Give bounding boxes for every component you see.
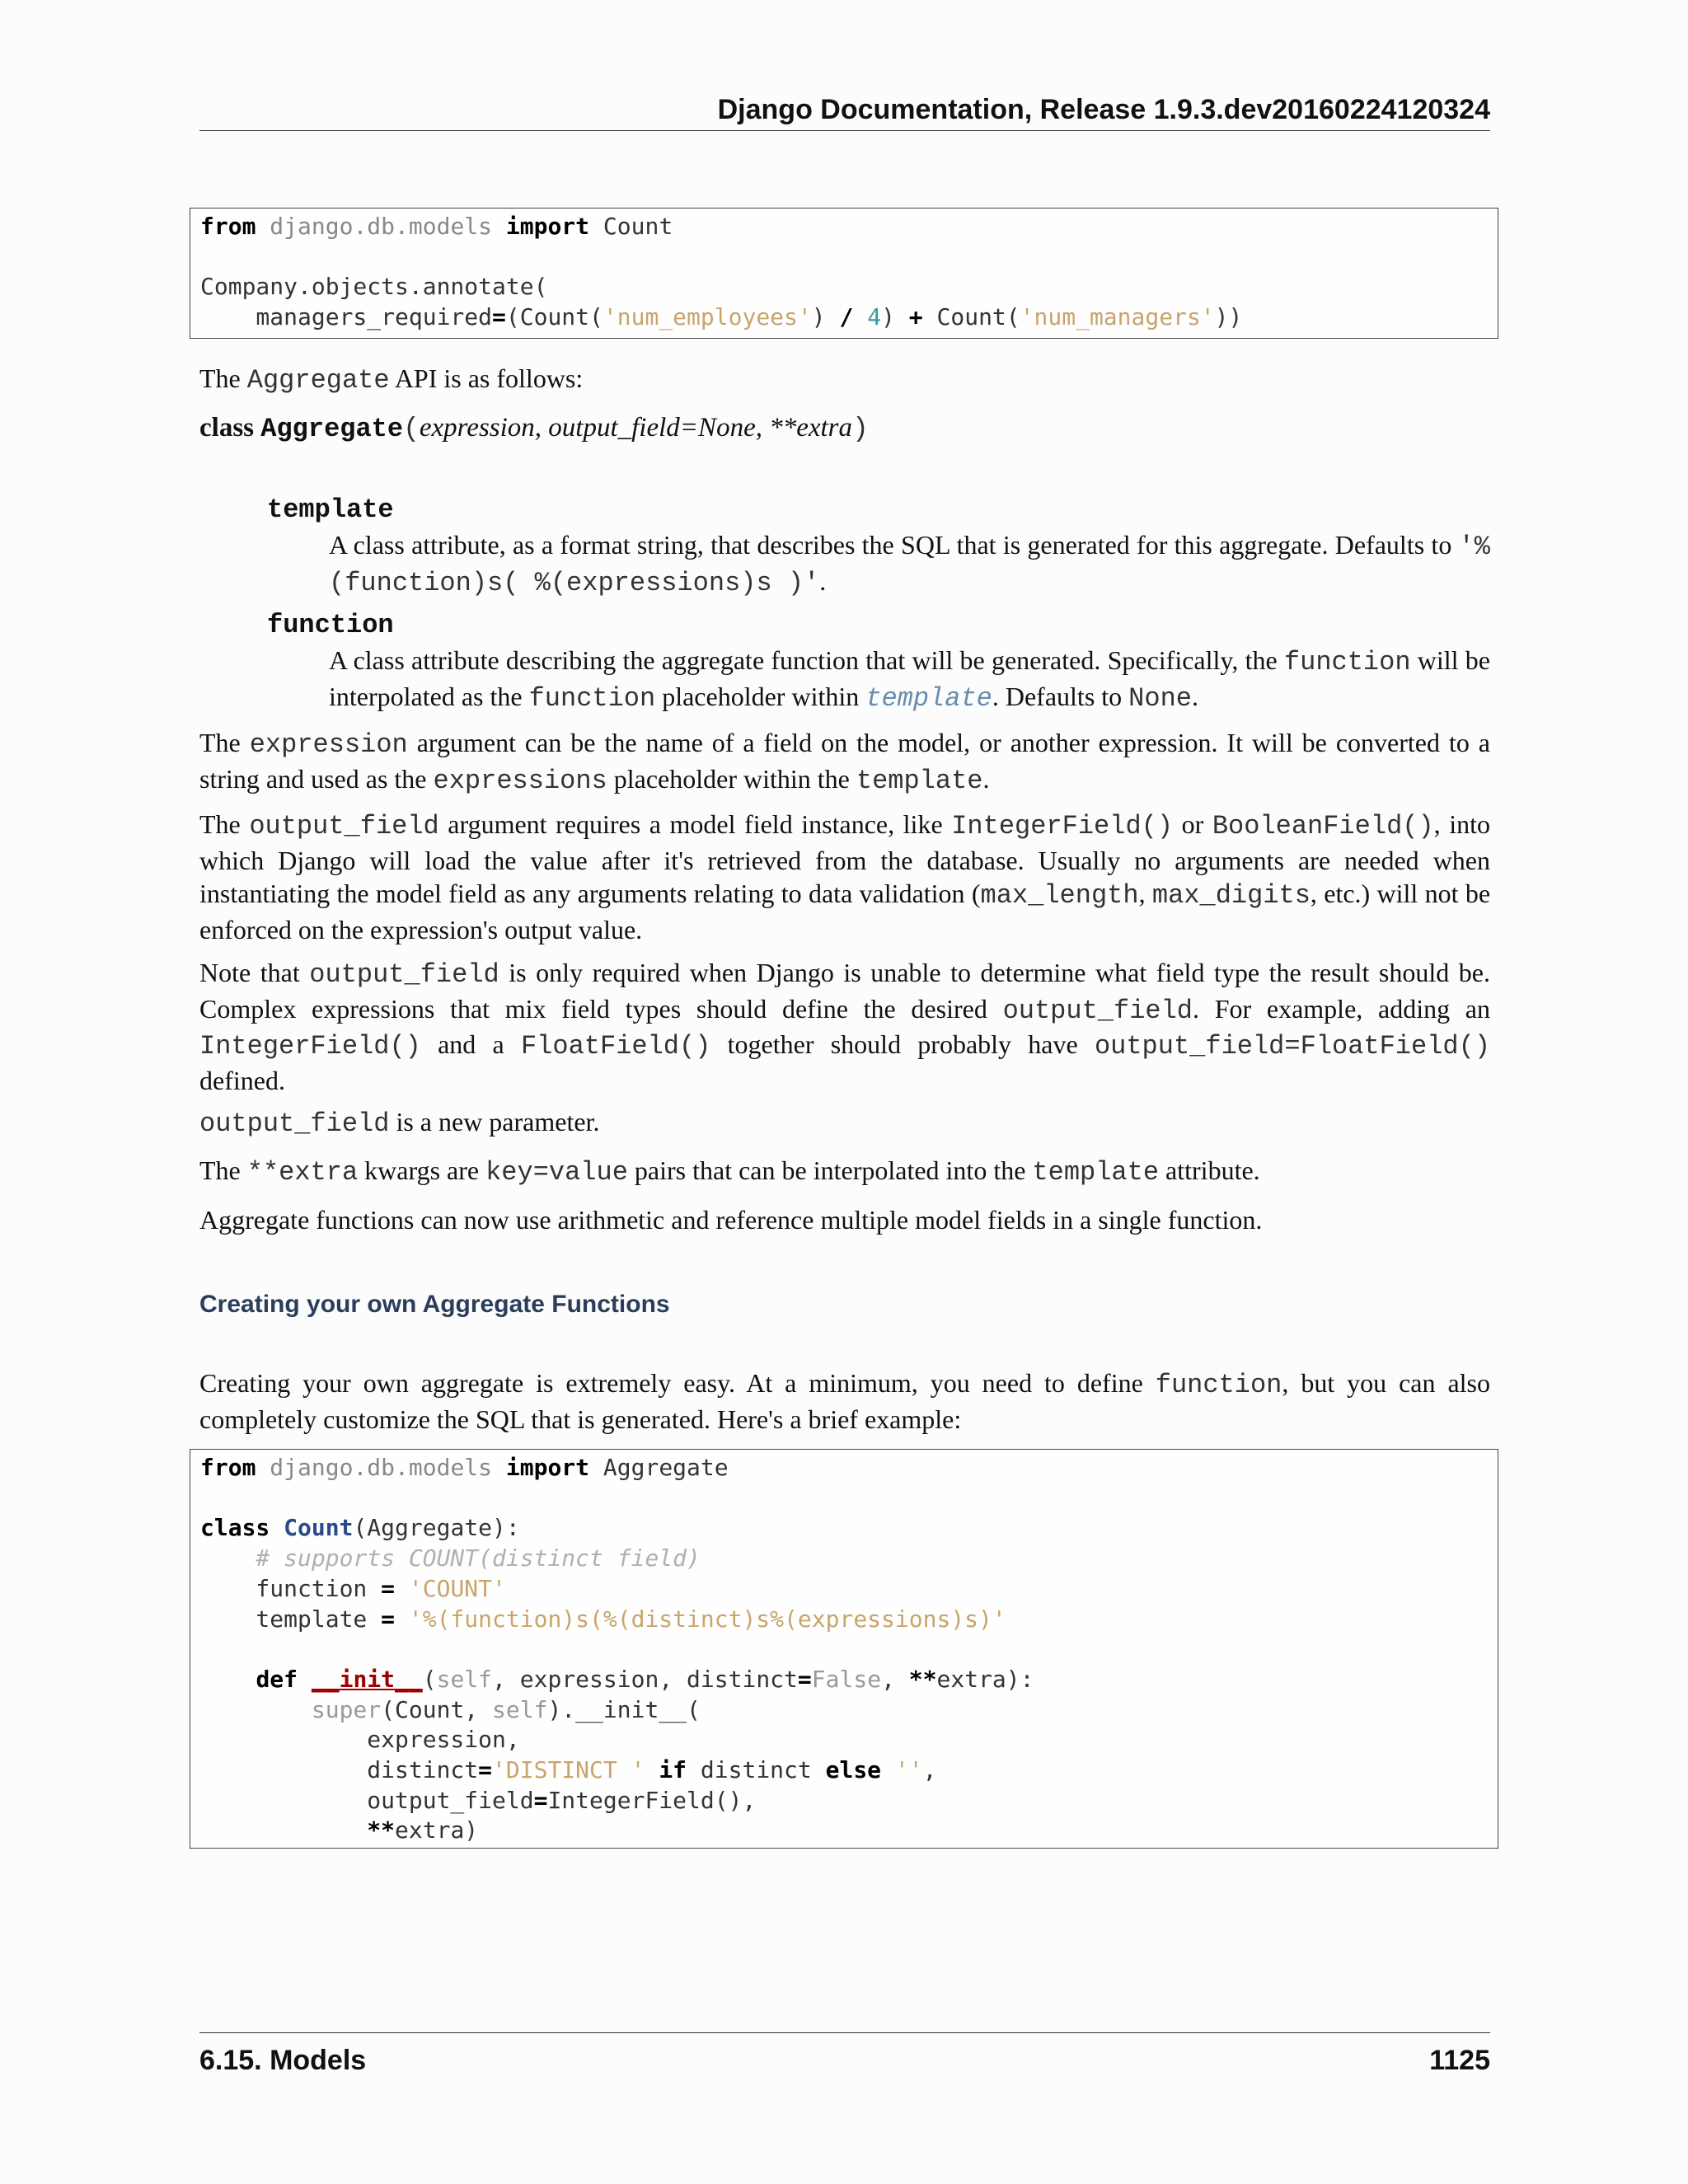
inline-code: IntegerField() [199,1031,421,1062]
code-token: 'COUNT' [408,1574,506,1602]
code-token: ( [422,1665,437,1693]
code-token: template [200,1605,382,1633]
code-token: distinct [687,1756,826,1784]
attr-template-desc [329,528,1490,600]
inline-code: Aggregate [246,365,390,396]
code-token: Count [284,1514,354,1542]
text: class [199,413,261,443]
code-token: '' [894,1756,923,1784]
code-token: django.db.models [270,213,493,240]
text: together should probably have [710,1029,1095,1059]
text: ) [852,414,869,444]
code-token: = [492,303,506,331]
code-token: = [381,1605,396,1633]
attr-template-name: template [267,494,394,525]
text: placeholder within the [607,763,856,794]
code-token [200,1666,256,1693]
code-token [881,1756,895,1783]
text: defined. [199,1065,285,1095]
code-token [395,1575,409,1602]
text: The [199,809,250,839]
text: API is as follows: [389,363,584,393]
code-block-custom-aggregate [190,1449,1498,1849]
text: , into which Django will load the value after it's retrieved from the database. Usually no arguments are needed when instantiating the model field as any arguments relating to data validation ( [199,809,1491,908]
text: . [982,763,990,794]
code-token: ) [811,303,840,331]
code-token: __init__ [311,1665,423,1693]
attr-function-name: function [267,610,394,640]
code-token: 'num_managers' [1020,303,1215,331]
code-token: class [200,1514,270,1542]
paragraph-output-field [199,808,1490,946]
inline-code: None [1128,682,1192,714]
text: , etc.) will not be enforced on the expression's output value. [199,879,1491,944]
text: . [1191,681,1198,711]
paragraph-extra [199,1154,1490,1190]
text: will be interpolated as the [329,645,1491,711]
text: argument requires a model field instance, like [438,809,952,839]
inline-code: max_length [980,880,1139,911]
code-token: expression, [200,1726,520,1754]
code-token: '%(function)s(%(distinct)s%(expressions)s)' [408,1605,1006,1633]
inline-code: output_field [309,959,499,990]
paragraph-create [199,1366,1490,1436]
code-token: False [811,1665,882,1693]
text: Creating your own aggregate is extremely easy. At a minimum, you need to define [199,1368,1156,1398]
code-token: extra) [395,1816,479,1844]
text: kwargs are [358,1155,486,1185]
code-token: self [436,1665,493,1693]
page-number: 1125 [1429,2045,1490,2076]
inline-code: FloatField() [520,1031,711,1062]
text: . Defaults to [992,681,1129,711]
inline-code: output_field [249,811,439,841]
code-token [200,1816,367,1844]
code-token: import [505,1454,590,1481]
class-name: Aggregate [260,414,404,444]
code-token: ** [367,1816,396,1844]
code-token: (Count( [505,303,603,331]
running-footer [199,2032,1490,2077]
code-token [200,1696,312,1723]
code-token: = [797,1665,812,1693]
code-token: import [505,213,590,240]
text: or [1173,809,1212,839]
inline-code: **extra [246,1157,359,1188]
footer-section: 6.15. Models [199,2045,367,2076]
text: A class attribute, as a format string, that describes the SQL that is generated for this aggregate. Defaults to [329,530,1459,560]
code-token: (Aggregate): [353,1514,520,1542]
code-token: ).__init__( [547,1695,701,1723]
text: Note that [199,958,310,987]
code-token: , expression, distinct [492,1665,798,1693]
code-token: from [200,213,256,240]
code-token: Count( [922,303,1020,331]
code-comment: # supports COUNT(distinct field) [200,1544,701,1572]
running-header: Django Documentation, Release 1.9.3.dev20160224120324 [199,89,1490,131]
paragraph-expression [199,726,1490,798]
code-token: 4 [867,303,882,331]
code-token: = [381,1574,396,1602]
code-token: function [200,1574,382,1602]
code-token: , [922,1756,937,1784]
text: . [819,565,827,596]
inline-code: template [856,765,983,796]
code-token: ) [881,303,909,331]
text: argument can be the name of a field on the model, or another expression. It will be converted to a string and used as the [199,728,1491,794]
text: placeholder within [655,681,866,711]
code-token: managers_required [200,303,493,331]
inline-code: template [1032,1157,1160,1188]
paragraph-new-param [199,1105,1490,1141]
text: attribute. [1159,1155,1260,1185]
inline-code: output_field [1002,995,1193,1026]
text: The [199,728,250,757]
attr-function-desc [329,644,1490,715]
text: ( [403,414,420,444]
code-token: )) [1214,303,1243,331]
code-token: else [825,1756,882,1784]
code-token [853,303,867,330]
code-token [298,1666,312,1693]
inline-code: output_field=FloatField() [1094,1031,1491,1062]
code-token: + [908,303,923,331]
code-token: output_field [200,1786,534,1814]
code-token: = [478,1756,493,1784]
code-token: super [311,1695,382,1723]
code-token: def [256,1665,298,1693]
code-token: distinct [200,1756,479,1784]
code-token: = [533,1786,548,1814]
inline-code: output_field [199,1108,390,1139]
class-signature [199,411,1490,447]
inline-code: '%(function)s( %(expressions)s )' [329,532,1490,598]
code-token: Company.objects.annotate( [200,273,548,301]
text: A class attribute describing the aggregate function that will be generated. Specifically, the [329,645,1284,675]
code-token [645,1756,659,1783]
inline-code: function [1283,647,1411,677]
paragraph-arithmetic: Aggregate functions can now use arithmetic and reference multiple model fields in a single function. [199,1205,1263,1235]
code-token: IntegerField(), [547,1786,757,1814]
inline-code: expressions [433,765,607,796]
code-token: extra): [936,1665,1034,1693]
inline-code: function [528,682,656,714]
text: The [199,363,247,393]
text: and a [420,1029,521,1059]
inline-code: expression [249,729,408,760]
template-link[interactable]: template [865,682,992,714]
code-token: (Count, [381,1695,493,1723]
code-token: if [659,1756,687,1784]
code-token: self [492,1695,548,1723]
paragraph-note [199,956,1490,1097]
text: . For example, adding an [1193,993,1491,1024]
code-token: , [881,1665,909,1693]
text: , [1138,879,1152,908]
code-token [395,1605,409,1633]
code-token: django.db.models [270,1454,493,1481]
inline-code: key=value [485,1157,628,1188]
text: , but you can also completely customize the SQL that is generated. Here's a brief example: [199,1368,1490,1434]
code-token: Aggregate [603,1454,729,1481]
inline-code: function [1155,1370,1282,1400]
paragraph-api [199,362,1490,398]
class-params: expression, output_field=None, **extra [419,413,853,443]
code-token: / [839,303,854,331]
text: is only required when Django is unable to determine what field type the result should be. Complex expressions that mix field types should define the desired [199,958,1491,1024]
code-token: Count [603,213,673,240]
inline-code: max_digits [1151,880,1311,911]
inline-code: IntegerField() [951,811,1174,841]
code-token: 'num_employees' [603,303,812,331]
code-block-count-import [190,208,1498,339]
code-token: 'DISTINCT ' [492,1756,645,1784]
code-token: ** [908,1665,937,1693]
text: pairs that can be interpolated into the [627,1155,1033,1185]
code-token: from [200,1454,256,1481]
inline-code: BooleanField() [1212,811,1434,841]
section-heading: Creating your own Aggregate Functions [199,1291,670,1318]
text: is a new parameter. [389,1107,600,1137]
text: The [199,1155,247,1185]
